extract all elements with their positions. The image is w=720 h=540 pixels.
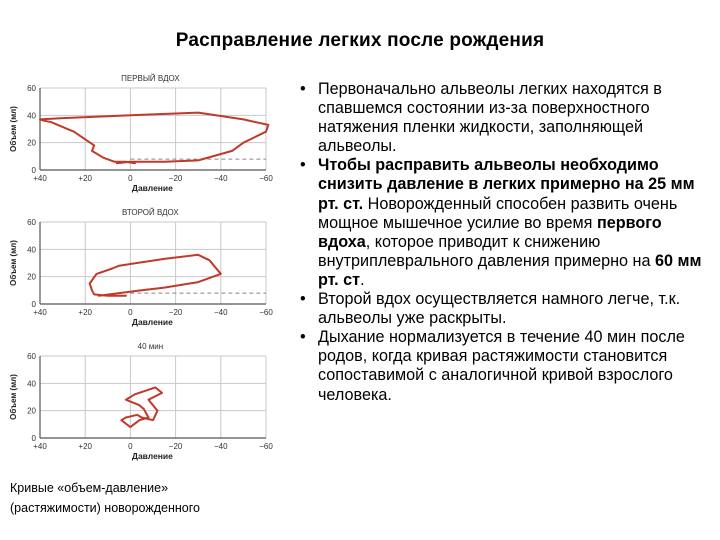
chart-first-breath: [8, 70, 276, 200]
caption-line-1: Кривые «объем-давление»: [10, 481, 169, 495]
bullet-item-3: [296, 290, 712, 328]
y-axis-label: Объем (мл): [9, 374, 18, 420]
x-axis-label: Давление: [131, 183, 173, 193]
y-axis-label: Объем (мл): [9, 240, 18, 286]
bullet-2-pressure-60: 60 мм рт. ст: [318, 251, 702, 289]
bullet-item-4: [296, 328, 712, 404]
x-tick-label: +20: [78, 308, 92, 317]
x-axis-label: Давление: [131, 317, 173, 327]
bullet-3-text: Второй вдох осуществляется намного легче, т.к. альвеолы уже раскрыты.: [318, 290, 681, 328]
slide-title: Расправление легких после рождения: [175, 30, 545, 51]
y-tick-label: 40: [27, 245, 36, 255]
pressure-volume-curve: [121, 387, 162, 427]
x-tick-label: −20: [168, 174, 183, 183]
x-tick-label: +20: [78, 174, 92, 183]
chart-40-min: [8, 338, 276, 468]
x-tick-label: +40: [33, 308, 47, 317]
bullet-2-text-mid: Новорожденный способен развить очень мощное мышечное усилие во время: [318, 194, 678, 232]
bullet-list: [296, 80, 712, 405]
y-tick-label: 0: [31, 300, 36, 309]
caption-line-2: (растяжимости) новорожденного: [10, 501, 200, 515]
chart-title: ПЕРВЫЙ ВДОХ: [121, 74, 180, 83]
x-axis-label: Давление: [131, 451, 173, 461]
y-axis-label: Объем (мл): [9, 106, 18, 152]
pressure-volume-curve: [90, 255, 221, 296]
bullet-item-2: [296, 156, 712, 290]
x-tick-label: −60: [259, 442, 273, 451]
bullet-item-1: [296, 80, 712, 156]
bullet-2-period: .: [360, 270, 365, 289]
y-tick-label: 40: [27, 379, 36, 389]
x-tick-label: −60: [259, 308, 273, 317]
bullet-2-first-breath: первого вдоха: [318, 213, 662, 251]
x-tick-label: 0: [128, 174, 133, 183]
x-tick-label: 0: [128, 308, 133, 317]
chart-title: ВТОРОЙ ВДОХ: [122, 208, 179, 217]
y-tick-label: 20: [27, 406, 36, 416]
x-tick-label: +40: [33, 174, 47, 183]
y-tick-label: 60: [27, 352, 36, 361]
x-tick-label: +20: [78, 442, 92, 451]
x-tick-label: −40: [214, 174, 228, 183]
x-tick-label: −20: [168, 308, 183, 317]
x-tick-label: −40: [214, 442, 228, 451]
x-tick-label: −20: [168, 442, 183, 451]
y-tick-label: 0: [31, 166, 36, 175]
bullet-1-text: Первоначально альвеолы легких находятся в спавшемся состоянии из-за поверхностного натяжения пленки жидкости, заполняющей альвеолы.: [318, 80, 662, 156]
chart-title: 40 мин: [137, 342, 164, 351]
x-tick-label: +40: [33, 442, 47, 451]
y-tick-label: 0: [31, 434, 36, 443]
x-tick-label: −60: [259, 174, 273, 183]
y-tick-label: 20: [27, 272, 36, 282]
bullet-2-text-tail: , которое приводит к снижению внутриплеврального давления примерно на: [318, 232, 655, 270]
bullet-2-pressure-25: 25 мм рт. ст.: [318, 175, 695, 213]
x-tick-label: −40: [214, 308, 228, 317]
pressure-volume-curve: [40, 113, 268, 164]
chart-svg: [8, 204, 276, 334]
y-tick-label: 40: [27, 111, 36, 121]
y-tick-label: 20: [27, 138, 36, 148]
bullet-4-text: Дыхание нормализуется в течение 40 мин после родов, когда кривая растяжимости становится сопоставимой с аналогичной кривой взрослого человека.: [318, 328, 685, 404]
chart-second-breath: [8, 204, 276, 334]
y-tick-label: 60: [27, 84, 36, 93]
figure-caption: [10, 478, 280, 518]
chart-svg: [8, 338, 276, 468]
x-tick-label: 0: [128, 442, 133, 451]
bullet-2-text-bold-lead: Чтобы расправить альвеолы необходимо снизить давление в легких примерно на: [318, 156, 659, 194]
chart-svg: [8, 70, 276, 200]
y-tick-label: 60: [27, 218, 36, 227]
